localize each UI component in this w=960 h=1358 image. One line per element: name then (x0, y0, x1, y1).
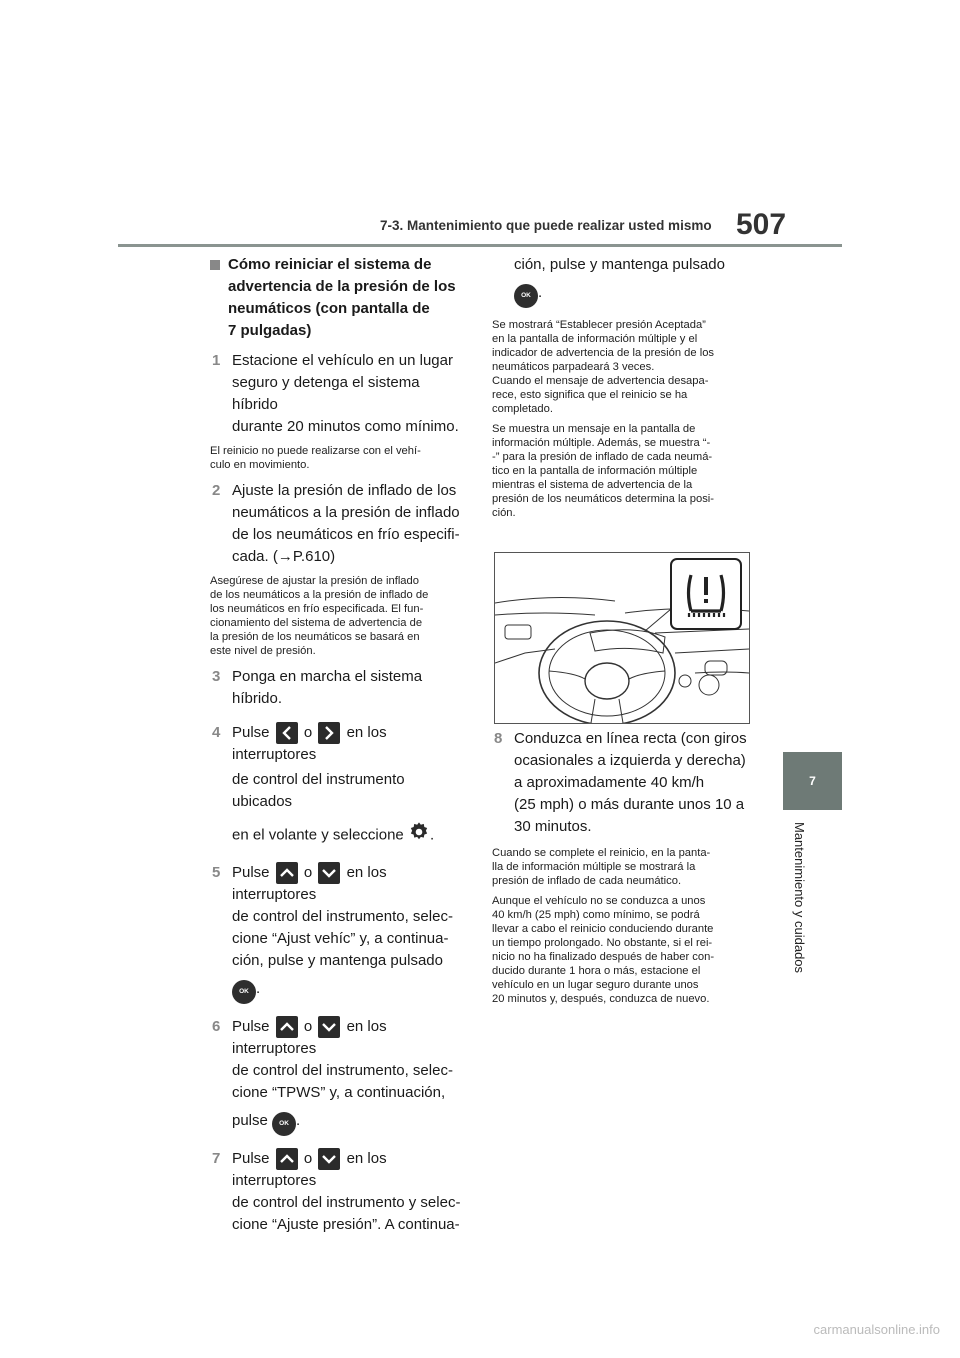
step-text: cione “Ajuste presión”. A continua- (232, 1216, 460, 1234)
info-note (492, 422, 750, 520)
note-line: culo en movimiento. (210, 459, 310, 471)
page-number: 507 (736, 208, 787, 241)
step-text: de los neumáticos en frío especifi- (232, 526, 460, 543)
note-line: un tiempo prolongado. No obstante, si el rei- (492, 937, 713, 949)
note-line: Aunque el vehículo no se conduzca a unos (492, 895, 706, 907)
step-8 (492, 728, 750, 838)
chapter-tab (783, 752, 842, 810)
step-text: . (429, 826, 435, 844)
note-line: 20 minutos y, después, conduzca de nuevo. (492, 993, 710, 1005)
note-line: rece, esto significa que el reinicio se ha (492, 389, 688, 401)
step-text: ción, pulse y mantenga pulsado (514, 256, 725, 273)
step-number: 4 (212, 724, 221, 741)
step-7-continued (492, 254, 750, 308)
chapter-number: 7 (809, 774, 816, 788)
note-line: -” para la presión de inflado de cada neumá- (492, 451, 713, 463)
step-text: Pulse (232, 864, 270, 882)
step-text: de control del instrumento ubicados (232, 771, 405, 811)
step-4 (210, 722, 464, 850)
step-text: Ajuste la presión de inflado de los (232, 482, 457, 499)
heading-line: 7 pulgadas) (228, 322, 312, 339)
step-text: pulse (232, 1112, 268, 1130)
note-line: indicador de advertencia de la presión de los (492, 347, 715, 359)
long-drive-note (492, 894, 750, 1006)
ok-button-icon: OK (272, 1112, 296, 1136)
step-1 (210, 350, 464, 438)
note-line: información múltiple. Además, se muestra “- (492, 437, 711, 449)
step-text: o (303, 864, 313, 882)
step-1-note (210, 444, 464, 472)
down-arrow-button-icon (318, 1016, 340, 1038)
down-arrow-button-icon (318, 1148, 340, 1170)
step-text: . (538, 284, 543, 301)
step-text: neumáticos a la presión de inflado (232, 504, 460, 521)
step-text: Pulse (232, 1150, 270, 1168)
note-line: nicio no ha finalizado después de haber con- (492, 951, 715, 963)
step-number: 6 (212, 1018, 221, 1036)
note-line: Cuando se complete el reinicio, en la panta- (492, 847, 711, 859)
step-text: Pulse (232, 724, 270, 741)
note-line: Se muestra un mensaje en la pantalla de (492, 423, 696, 435)
step-text: o (303, 1150, 313, 1168)
note-line: lla de información múltiple se mostrará la (492, 861, 696, 873)
note-line: la presión de los neumáticos se basará en (210, 631, 420, 643)
step-7 (210, 1148, 464, 1236)
chapter-label: Mantenimiento y cuidados (792, 822, 807, 974)
step-number: 1 (212, 352, 221, 369)
ok-button-icon: OK (514, 284, 538, 308)
step-text: en los interruptores (232, 724, 387, 764)
note-line: Se mostrará “Establecer presión Aceptada” (492, 319, 706, 331)
heading-square-icon (210, 260, 220, 270)
up-arrow-button-icon (276, 1016, 298, 1038)
note-line: ducido durante 1 hora o más, estacione el (492, 965, 701, 977)
note-line: presión de inflado de cada neumático. (492, 875, 682, 887)
down-arrow-button-icon (318, 862, 340, 884)
step-2-note (210, 574, 464, 658)
note-line: vehículo en un lugar seguro durante unos (492, 979, 699, 991)
note-line: Cuando el mensaje de advertencia desapa- (492, 375, 709, 387)
step-text: durante 20 minutos como mínimo. (232, 418, 459, 435)
right-column-lower (492, 728, 750, 1006)
watermark: carmanualsonline.info (813, 1322, 940, 1337)
step-text: ción, pulse y mantenga pulsado (232, 952, 443, 970)
step-number: 3 (212, 668, 221, 685)
step-text: o (303, 724, 313, 741)
step-text: o (303, 1018, 313, 1036)
header-divider (118, 244, 842, 247)
left-column (210, 254, 464, 1236)
step-text: (25 mph) o más durante unos 10 a (514, 796, 745, 813)
right-arrow-button-icon (318, 722, 340, 744)
note-line: El reinicio no puede realizarse con el vehí- (210, 445, 421, 457)
step-text: ocasionales a izquierda y derecha) (514, 752, 746, 769)
right-column (492, 254, 750, 520)
ok-button-icon: OK (232, 980, 256, 1004)
step-text: híbrido. (232, 690, 283, 707)
step-text: seguro y detenga el sistema híbrido (232, 374, 420, 413)
step-text: Pulse (232, 1018, 270, 1036)
left-arrow-button-icon (276, 722, 298, 744)
completion-note (492, 846, 750, 888)
note-line: mientras el sistema de advertencia de la (492, 479, 693, 491)
step-number: 5 (212, 864, 221, 882)
step-text: Estacione el vehículo en un lugar (232, 352, 453, 369)
heading-line: neumáticos (con pantalla de (228, 300, 430, 317)
result-note (492, 318, 750, 416)
note-line: cionamiento del sistema de advertencia de (210, 617, 423, 629)
note-line: los neumáticos en frío especificada. El fun- (210, 603, 424, 615)
note-line: completado. (492, 403, 553, 415)
step-text: a aproximadamente 40 km/h (514, 774, 705, 791)
gear-icon (408, 821, 430, 850)
heading-line: advertencia de la presión de los (228, 278, 456, 295)
step-text: en los interruptores (232, 864, 387, 904)
page-reference-link[interactable]: cada. (→P.610) (232, 548, 336, 565)
section-heading (210, 254, 464, 342)
step-text: de control del instrumento, selec- (232, 908, 453, 926)
step-text: 30 minutos. (514, 818, 592, 835)
step-text: cione “Ajust vehíc” y, a continua- (232, 930, 449, 948)
note-line: Asegúrese de ajustar la presión de inflado (210, 575, 419, 587)
step-6 (210, 1016, 464, 1136)
step-number: 8 (494, 730, 503, 747)
note-line: este nivel de presión. (210, 645, 316, 657)
step-text: en los interruptores (232, 1018, 387, 1058)
step-number: 7 (212, 1150, 221, 1168)
section-header-title: 7-3. Mantenimiento que puede realizar usted mismo (380, 218, 712, 233)
up-arrow-button-icon (276, 1148, 298, 1170)
note-line: en la pantalla de información múltiple y el (492, 333, 698, 345)
note-line: de los neumáticos a la presión de inflado de (210, 589, 429, 601)
step-text: de control del instrumento y selec- (232, 1194, 461, 1212)
step-number: 2 (212, 482, 221, 499)
note-line: ción. (492, 507, 516, 519)
step-text: cione “TPWS” y, a continuación, (232, 1084, 446, 1102)
step-2 (210, 480, 464, 568)
step-text: . (296, 1112, 301, 1130)
step-3 (210, 666, 464, 710)
note-line: llevar a cabo el reinicio conduciendo durante (492, 923, 714, 935)
step-text: Conduzca en línea recta (con giros (514, 730, 747, 747)
note-line: 40 km/h (25 mph) como mínimo, se podrá (492, 909, 700, 921)
note-line: presión de los neumáticos determina la posi- (492, 493, 715, 505)
note-line: neumáticos parpadeará 3 veces. (492, 361, 655, 373)
note-line: tico en la pantalla de información múltiple (492, 465, 698, 477)
step-text: Ponga en marcha el sistema (232, 668, 423, 685)
step-5 (210, 862, 464, 1004)
step-text: en el volante y seleccione (232, 826, 404, 844)
up-arrow-button-icon (276, 862, 298, 884)
heading-line: Cómo reiniciar el sistema de (228, 256, 432, 273)
step-text: de control del instrumento, selec- (232, 1062, 453, 1080)
dashboard-drawing (495, 553, 749, 723)
step-text: . (256, 980, 261, 998)
steering-wheel-illustration (494, 552, 750, 724)
step-text: en los interruptores (232, 1150, 387, 1190)
